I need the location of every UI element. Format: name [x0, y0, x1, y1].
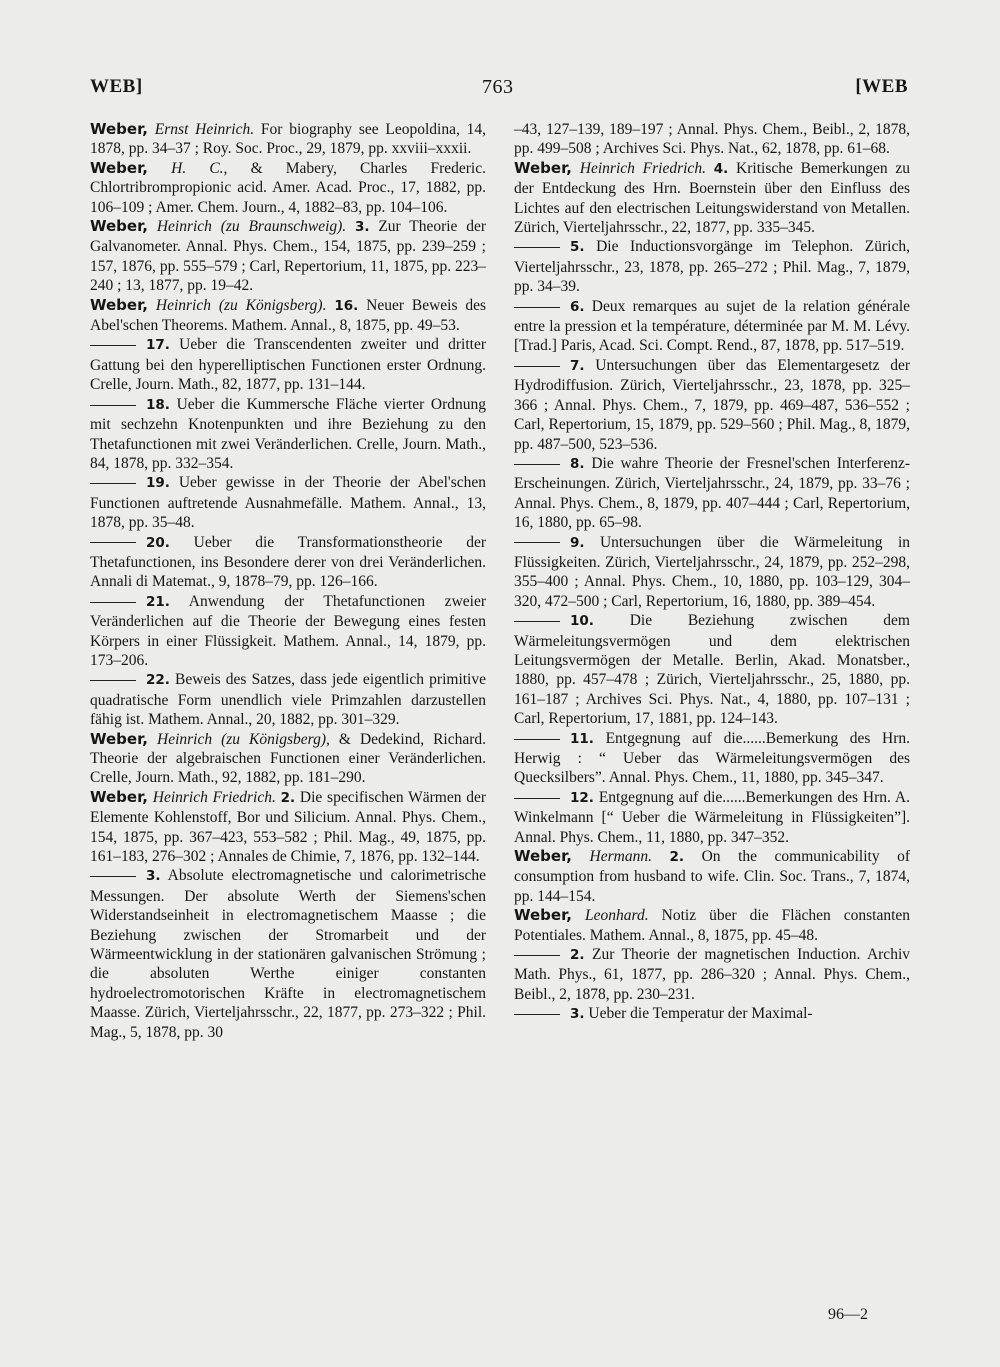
left-column [90, 120, 486, 1042]
entry-number: 21. [146, 593, 170, 610]
entry-text: Notiz über die Flächen constanten Potentiales. Mathem. Annal., 8, 1875, pp. 45–48. [514, 907, 911, 944]
entry-author: Weber, [90, 295, 148, 314]
bibliography-entry [514, 454, 910, 533]
ditto-rule [514, 247, 560, 248]
entry-author: Weber, [514, 847, 572, 866]
page-number: 763 [482, 76, 514, 98]
entry-number: 2. [570, 947, 585, 964]
bibliography-entry [90, 533, 486, 592]
entry-number: 2. [669, 849, 685, 866]
entry-text: –43, 127–139, 189–197 ; Annal. Phys. Chem., Beibl., 2, 1878, pp. 499–508 ; Archives Sci. Phys. Nat., 62, 1878, pp. 61–68. [514, 121, 910, 158]
entry-text: Ueber die Transformationstheorie der Thetafunctionen, ins Besondere derer von drei Veränderlichen. Annali di Matemat., 9, 1878–79, pp. 126–166. [90, 533, 487, 591]
ditto-rule [90, 680, 136, 681]
entry-text: & Mabery, Charles Frederic. Chlortribrompropionic acid. Amer. Acad. Proc., 17, 1882, pp. 106–109 ; Amer. Chem. Journ., 4, 1882–83, pp. 104–106. [90, 159, 486, 216]
entry-number: 4. [713, 160, 729, 177]
ditto-rule [514, 307, 560, 308]
signature-mark: 96—2 [828, 1306, 868, 1323]
bibliography-entry [514, 159, 910, 238]
bibliography-entry [514, 729, 910, 788]
entry-given-name: Heinrich Friedrich. [152, 788, 276, 806]
ditto-rule [90, 483, 136, 484]
entry-text: Deux remarques au sujet de la relation générale entre la pression et la température, déterminée par M. M. Lévy. [Trad.] Paris, Acad. Sci. Compt. Rend., 87, 1878, pp. 517–519. [514, 297, 911, 355]
entry-text: Neuer Beweis des Abel'schen Theorems. Mathem. Annal., 8, 1875, pp. 49–53. [90, 296, 487, 335]
bibliography-entry [90, 788, 486, 867]
ditto-rule [514, 542, 560, 543]
ditto-rule [514, 621, 560, 622]
entry-text: Ueber gewisse in der Theorie der Abel'schen Functionen auftretende Ausnahmefälle. Mathem. Annal., 13, 1878, pp. 35–48. [90, 474, 486, 532]
bibliography-entry [514, 120, 910, 159]
bibliography-entry [90, 395, 486, 474]
ditto-rule [514, 464, 560, 465]
entry-text: Beweis des Satzes, dass jede eigentlich primitive quadratische Form unendlich viele Primzahlen darzustellen fähig ist. Mathem. Annal., 20, 1882, pp. 301–329. [90, 671, 486, 729]
ditto-rule [514, 739, 560, 740]
bibliography-entry [90, 670, 486, 729]
bibliography-entry [514, 237, 910, 296]
entry-text: & Dedekind, Richard. Theorie der algebraischen Functionen einer Veränderlichen. Crelle, Journ. Math., 92, 1882, pp. 181–290. [90, 730, 487, 787]
ditto-rule [514, 1014, 560, 1015]
entry-given-name: Ernst Heinrich. [154, 121, 255, 138]
bibliography-entry [514, 788, 910, 847]
entry-number: 3. [570, 1006, 585, 1023]
bibliography-entry [90, 217, 486, 296]
entry-author: Weber, [90, 787, 148, 806]
entry-text: Zur Theorie der Galvanometer. Annal. Phys. Chem., 154, 1875, pp. 239–259 ; 157, 1876, pp. 555–579 ; Carl, Repertorium, 11, 1875, pp. 223–240 ; 13, 1877, pp. 19–42. [90, 218, 487, 295]
entry-text: Untersuchungen über die Wärmeleitung in Flüssigkeiten. Zürich, Vierteljahrsschr., 24, 1879, pp. 252–298, 355–400 ; Annal. Phys. Chem., 10, 1880, pp. 103–129, 304–320, 472–500 ; Carl, Repertorium, 16, 1880, pp. 389–454. [514, 533, 911, 610]
entry-given-name: Heinrich (zu Königsberg). [155, 296, 327, 314]
ditto-rule [514, 798, 560, 799]
bibliography-entry [90, 159, 486, 217]
bibliography-entry [514, 611, 910, 728]
entry-number: 16. [334, 297, 359, 314]
entry-text: Die Beziehung zwischen dem Wärmeleitungsvermögen und dem elektrischen Leitungsvermögen der Metalle. Berlin, Akad. Monatsber., 1880, pp. 457–478 ; Zürich, Vierteljahrsschr., 25, 1880, pp. 161–187 ; Archives Sci. Phys. Nat., 4, 1880, pp. 107–131 ; Carl, Repertorium, 17, 1881, pp. 124–143. [514, 612, 910, 728]
entry-author: Weber, [90, 158, 148, 177]
running-head-left: WEB] [90, 76, 143, 97]
entry-number: 17. [146, 337, 170, 354]
entry-number: 9. [570, 534, 585, 551]
entry-text: Die Inductionsvorgänge im Telephon. Zürich, Vierteljahrsschr., 23, 1878, pp. 265–272 ; Phil. Mag., 7, 1879, pp. 34–39. [514, 238, 910, 296]
entry-text: Ueber die Transcendenten zweiter und dritter Gattung bei den hyperelliptischen Functionen erster Ordnung. Crelle, Journ. Math., 82, 1877, pp. 131–144. [90, 336, 487, 394]
entry-number: 2. [280, 789, 296, 806]
entry-text: Kritische Bemerkungen zu der Entdeckung des Hrn. Boernstein über den Einfluss des Lichtes auf den electrischen Leitungswiderstand von Metallen. Zürich, Vierteljahrsschr., 22, 1877, pp. 335–345. [514, 159, 910, 237]
entry-number: 8. [570, 455, 585, 472]
entry-text: Untersuchungen über das Elementargesetz der Hydrodiffusion. Zürich, Vierteljahrsschr., 23, 1878, pp. 325–366 ; Annal. Phys. Chem., 7, 1879, pp. 469–487, 536–552 ; Carl, Repertorium, 15, 1879, pp. 529–560 ; Phil. Mag., 8, 1879, pp. 487–500, 523–536. [514, 356, 910, 453]
ditto-rule [514, 955, 560, 956]
entry-text: Entgegnung auf die......Bemerkung des Hrn. Herwig : “ Ueber das Wärmeleitungsvermögen des Quecksilbers”. Annal. Phys. Chem., 11, 1880, pp. 345–347. [514, 729, 911, 787]
entry-text: Absolute electromagnetische und calorimetrische Messungen. Der absolute Werth der Siemens'schen Widerstandseinheit in electromagnetischem Maasse ; die Beziehung zwischen der Stromarbeit und der Wärmeentwicklung in der stationären galvanischen Strömung ; die absoluten Werthe einiger constanten hydroelectromotorischen Kräfte in electromagnetischem Maasse. Zürich, Vierteljahrsschr., 22, 1877, pp. 273–322 ; Phil. Mag., 5, 1878, pp. 30 [90, 867, 486, 1041]
entry-given-name: Heinrich (zu Braunschweig). [156, 218, 347, 236]
bibliography-entry [514, 1004, 910, 1024]
entry-given-name: Hermann. [589, 848, 652, 866]
entry-number: 12. [570, 789, 594, 806]
bibliography-entry [90, 592, 486, 671]
right-column [514, 120, 910, 1025]
entry-author: Weber, [90, 120, 148, 138]
entry-author: Weber, [90, 217, 148, 236]
entry-number: 7. [570, 357, 585, 374]
ditto-rule [514, 366, 560, 367]
bibliography-entry [514, 533, 910, 612]
entry-given-name: Heinrich Friedrich. [579, 159, 706, 177]
bibliography-entry [514, 906, 910, 945]
bibliography-entry [514, 847, 910, 906]
ditto-rule [90, 345, 136, 346]
entry-author: Weber, [514, 158, 572, 177]
entry-text: Zur Theorie der magnetischen Induction. Archiv Math. Phys., 61, 1877, pp. 286–320 ; Annal. Phys. Chem., Beibl., 2, 1878, pp. 230–231. [514, 946, 910, 1003]
entry-number: 6. [570, 298, 585, 315]
ditto-rule [90, 876, 136, 877]
ditto-rule [90, 602, 136, 603]
entry-number: 3. [355, 219, 370, 236]
entry-text: Die wahre Theorie der Fresnel'schen Interferenz-Erscheinungen. Zürich, Vierteljahrsschr., 24, 1879, pp. 33–76 ; Annal. Phys. Chem., 8, 1879, pp. 407–444 ; Carl, Repertorium, 16, 1880, pp. 65–98. [514, 454, 910, 532]
entry-number: 10. [570, 613, 594, 630]
entry-author: Weber, [514, 906, 572, 925]
bibliography-entry [90, 473, 486, 532]
entry-text: On the communicability of consumption from husband to wife. Clin. Soc. Trans., 7, 1874, pp. 144–154. [514, 848, 911, 905]
bibliography-entry [514, 945, 910, 1004]
entry-text: Ueber die Temperatur der Maximal- [588, 1005, 813, 1023]
entry-given-name: Heinrich (zu Königsberg), [157, 730, 330, 748]
bibliography-entry [90, 296, 486, 336]
running-head-right: [WEB [855, 76, 908, 97]
entry-number: 22. [146, 672, 170, 689]
bibliography-entry [90, 866, 486, 1042]
entry-text: Entgegnung auf die......Bemerkungen des Hrn. A. Winkelmann [“ Ueber die Wärmeleitung in Flüssigkeiten”]. Annal. Phys. Chem., 11, 1880, pp. 347–352. [514, 788, 911, 846]
bibliography-entry [90, 335, 486, 394]
entry-text: Anwendung der Thetafunctionen zweier Veränderlichen auf die Theorie der Bewegung eines festen Körpers in einer Flüssigkeit. Mathem. Annal., 14, 1879, pp. 173–206. [90, 592, 486, 669]
entry-number: 11. [570, 730, 594, 747]
ditto-rule [90, 405, 136, 406]
bibliography-entry [514, 297, 910, 356]
entry-number: 19. [146, 475, 170, 492]
entry-text: Ueber die Kummersche Fläche vierter Ordnung mit sechzehn Knotenpunkten und ihre Beziehung zu den Thetafunctionen mit zwei Veränderlichen. Crelle, Journ. Math., 84, 1878, pp. 332–354. [90, 395, 487, 472]
entry-number: 18. [146, 396, 170, 413]
entry-text: For biography see Leopoldina, 14, 1878, pp. 34–37 ; Roy. Soc. Proc., 29, 1879, pp. xxviii–xxxii. [90, 121, 487, 158]
entry-number: 5. [570, 239, 585, 256]
bibliography-entry [90, 730, 486, 788]
entry-given-name: H. C., [171, 159, 228, 177]
entry-author: Weber, [90, 729, 148, 748]
ditto-rule [90, 542, 136, 543]
entry-given-name: Leonhard. [585, 907, 649, 925]
entry-number: 20. [146, 534, 170, 551]
entry-text: Die specifischen Wärmen der Elemente Kohlenstoff, Bor und Silicium. Annal. Phys. Chem., 154, 1875, pp. 367–423, 553–582 ; Phil. Mag., 49, 1875, pp. 161–183, 276–302 ; Annales de Chimie, 7, 1876, pp. 132–144. [90, 788, 486, 866]
bibliography-entry [90, 120, 486, 159]
bibliography-entry [514, 356, 910, 454]
entry-number: 3. [146, 868, 161, 885]
